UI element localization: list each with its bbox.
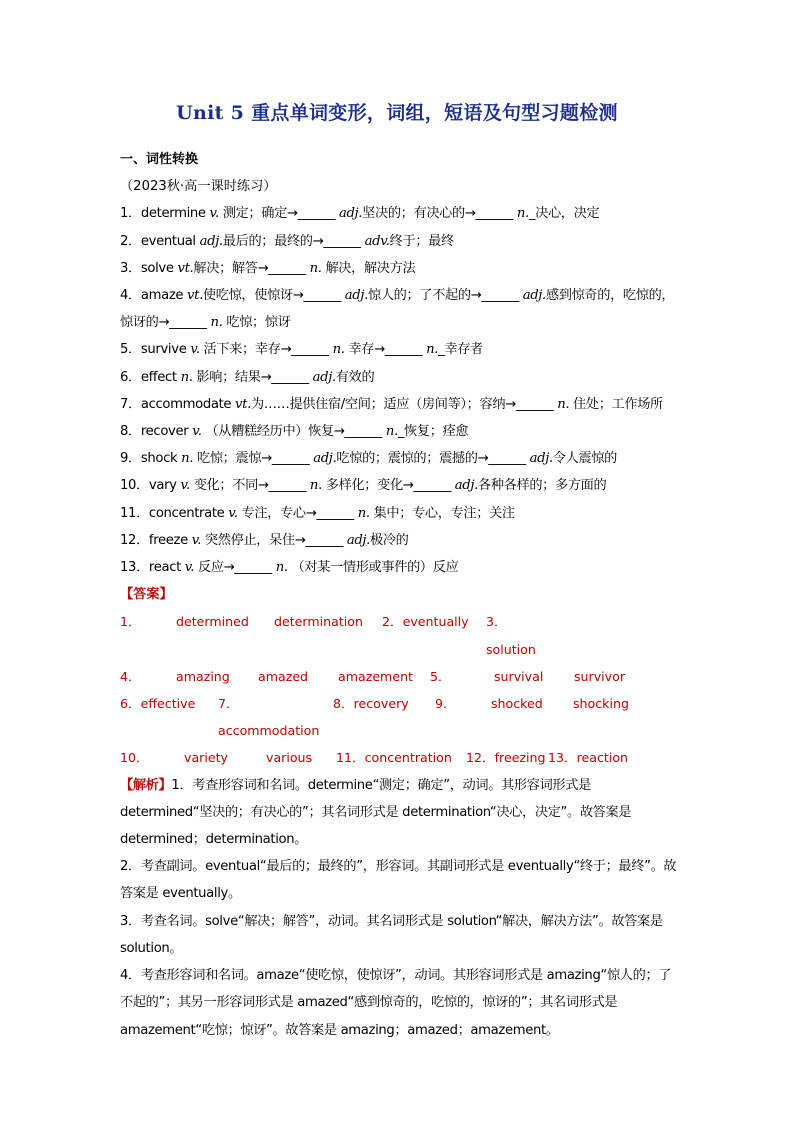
answer-cell: 8．recovery (333, 696, 409, 712)
part-of-speech: n. (181, 451, 194, 467)
item-text: 变化；不同→______ (189, 478, 310, 494)
answer-cell: shocking (573, 696, 629, 712)
item-text: 最后的；最终的→______ (222, 233, 365, 249)
part-of-speech: v. (191, 532, 202, 548)
part-of-speech: adj. (338, 206, 363, 222)
document-body (120, 146, 680, 1044)
item-text: 6．effect (120, 369, 181, 385)
item-text: 突然停止，呆住→______ (201, 532, 347, 548)
item-text: 8．recover (120, 424, 193, 440)
item-text: 住处；工作场所 (569, 396, 663, 412)
analysis-paragraph: 2．考查副词。eventual“最后的；最终的”，形容词。其副词形式是 eventually“终于；最终”。故答案是 eventually。 (120, 859, 677, 902)
answer-cell: 1． (120, 614, 141, 630)
item-text: 解决；解答→______ (193, 260, 310, 276)
part-of-speech: adj. (199, 233, 223, 249)
part-of-speech: v. (209, 206, 219, 222)
part-of-speech: adj. (344, 288, 368, 304)
item-text: 5．survive (120, 342, 191, 358)
exercise-item (120, 336, 680, 363)
item-text: 各种各样的；多方面的 (477, 478, 607, 494)
part-of-speech: n. (385, 424, 398, 440)
answer-key (120, 608, 680, 771)
part-of-speech: n. (180, 369, 193, 385)
exercise-item (120, 200, 680, 227)
part-of-speech: n. (309, 260, 322, 276)
part-of-speech: n. (357, 505, 370, 521)
exercise-source: （2023秋·高一课时练习） (120, 179, 277, 195)
part-of-speech: vt. (187, 288, 203, 304)
item-text: 终于；最终 (389, 233, 454, 249)
exercise-item (120, 228, 680, 255)
part-of-speech: vt. (235, 396, 251, 412)
item-text: 4．amaze (120, 288, 188, 304)
item-text: 11．concentrate (120, 505, 229, 521)
exercise-item (120, 554, 680, 581)
exercise-list (120, 200, 680, 581)
part-of-speech: v. (184, 560, 195, 576)
item-text: _恢复；痊愈 (397, 424, 469, 440)
item-text: 为……提供住宿/空间；适应（房间等）；容纳→______ (250, 396, 558, 412)
item-text: 10．vary (120, 478, 181, 494)
answer-row (120, 608, 680, 662)
item-text: 集中；专心，专注；关注 (369, 505, 515, 521)
answer-cell: 13．reaction (548, 750, 629, 766)
exercise-item (120, 255, 680, 282)
answer-cell: survival (494, 668, 544, 684)
answer-row (120, 744, 680, 771)
page-title: Unit 5 重点单词变形，词组，短语及句型习题检测 (176, 102, 618, 124)
item-text: 3．solve (120, 260, 178, 276)
item-text: 令人震惊的 (552, 451, 617, 467)
item-text: 12．freeze (120, 532, 192, 548)
answer-cell: amazed (258, 668, 309, 684)
part-of-speech: adj. (313, 451, 337, 467)
item-text: 活下来；幸存→______ (199, 342, 333, 358)
part-of-speech: n. (332, 342, 345, 358)
item-text: 吃惊的；震惊的；震撼的→______ (336, 451, 530, 467)
item-text: 测定；确定→______ (218, 206, 339, 222)
item-text: 极冷的 (370, 532, 409, 548)
part-of-speech: v. (228, 505, 238, 521)
answer-cell: 9． (435, 696, 456, 712)
answer-cell: amazing (176, 668, 230, 684)
exercise-item (120, 391, 680, 418)
part-of-speech: n. (426, 342, 439, 358)
item-text: 13．react (120, 560, 185, 576)
part-of-speech: n. (309, 478, 322, 494)
exercise-item (120, 282, 680, 336)
item-text: 专注，专心→______ (237, 505, 358, 521)
item-text: 影响；结果→______ (192, 369, 313, 385)
item-text: 有效的 (335, 369, 375, 385)
item-text: 多样化；变化→______ (321, 478, 455, 494)
answer-cell: 5． (430, 668, 451, 684)
item-text: _决心，决定 (528, 206, 600, 222)
analysis-label: 【解析】 (120, 777, 172, 793)
answer-cell: determined (176, 614, 249, 630)
item-text: 吃惊；震惊→______ (193, 451, 314, 467)
answer-cell: shocked (491, 696, 543, 712)
section-heading: 一、词性转换 (120, 152, 199, 167)
item-text: 坚决的；有决心的→______ (362, 206, 517, 222)
answer-cell: 12．freezing (466, 750, 546, 766)
part-of-speech: adj. (346, 532, 370, 548)
answer-cell: 4． (120, 668, 141, 684)
answer-cell: determination (274, 614, 363, 630)
answer-cell: 7．accommodation (218, 696, 320, 739)
item-text: 惊人的；了不起的→______ (367, 288, 523, 304)
part-of-speech: adj. (529, 451, 553, 467)
answer-cell: various (266, 750, 313, 766)
answer-row (120, 690, 680, 744)
part-of-speech: adj. (454, 478, 478, 494)
item-text: （对某一情形或事件的）反应 (287, 560, 459, 576)
answer-row (120, 663, 680, 690)
item-text: （从糟糕经历中）恢复→______ (201, 424, 386, 440)
part-of-speech: n. (516, 206, 529, 222)
analysis-text: 1．考查形容词和名词。determine“测定；确定”，动词。其形容词形式是determined“坚决的；有决心的”；其名词形式是 determination“决心，决定”。故答案是determined；determination。 (120, 777, 632, 848)
part-of-speech: v. (190, 342, 200, 358)
analysis-paragraph: 4．考查形容词和名词。amaze“使吃惊，使惊讶”，动词。其形容词形式是 amazing“惊人的；了不起的”；其另一形容词形式是 amazed“感到惊奇的，吃惊的，惊讶的”；其名词形式是 amazement“吃惊；惊讶”。故答案是 amazing；amazed；amazement。 (120, 968, 672, 1038)
answer-cell: 10． (120, 750, 149, 766)
part-of-speech: n. (557, 396, 570, 412)
exercise-item (120, 364, 680, 391)
item-text: 解决，解决方法 (321, 260, 416, 276)
part-of-speech: n. (275, 560, 288, 576)
item-text: _幸存者 (438, 342, 483, 358)
part-of-speech: v. (180, 478, 190, 494)
answer-label: 【答案】 (120, 587, 173, 603)
answer-cell: variety (184, 750, 228, 766)
part-of-speech: n. (210, 315, 223, 331)
exercise-item (120, 418, 680, 445)
exercise-item (120, 527, 680, 554)
part-of-speech: adv. (364, 233, 390, 249)
item-text: 使吃惊，使惊讶→______ (202, 288, 345, 304)
analysis-paragraph (120, 772, 680, 854)
exercise-item (120, 472, 680, 499)
exercise-item (120, 445, 680, 472)
part-of-speech: adj. (522, 288, 546, 304)
item-text: 9．shock (120, 451, 182, 467)
answer-cell: 2．eventually (382, 614, 469, 630)
item-text: 感到惊奇的，吃惊的，惊讶的→______ (120, 288, 675, 331)
item-text: 2．eventual (120, 233, 200, 249)
part-of-speech: v. (192, 424, 202, 440)
answer-cell: 11．concentration (336, 750, 452, 766)
answer-cell: 3．solution (486, 614, 536, 657)
part-of-speech: adj. (312, 369, 336, 385)
item-text: 吃惊；惊讶 (222, 315, 291, 331)
part-of-speech: vt. (177, 260, 194, 276)
item-text: 幸存→______ (344, 342, 427, 358)
answer-cell: 6．effective (120, 696, 196, 712)
exercise-item (120, 500, 680, 527)
analysis-paragraph: 3．考查名词。solve“解决；解答”，动词。其名词形式是 solution“解决，解决方法”。故答案是 solution。 (120, 913, 663, 956)
item-text: 1．determine (120, 206, 210, 222)
answer-cell: amazement (338, 668, 413, 684)
answer-cell: survivor (574, 668, 626, 684)
item-text: 反应→______ (194, 560, 276, 576)
item-text: 7．accommodate (120, 396, 236, 412)
